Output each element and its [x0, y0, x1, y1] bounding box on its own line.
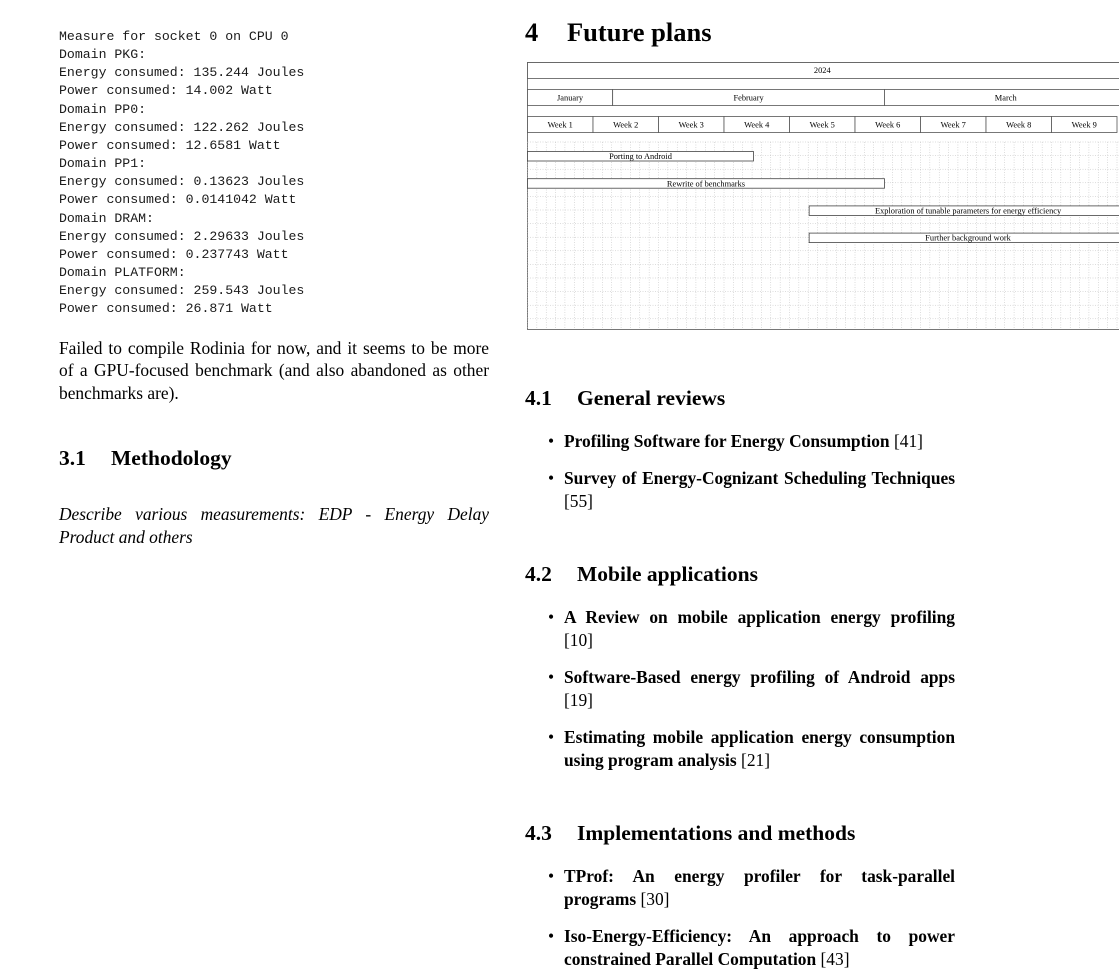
week-label: Week 1 [547, 120, 573, 130]
section-general-reviews [525, 385, 955, 513]
terminal-line: Domain DRAM: [59, 210, 154, 226]
reference-title: Estimating mobile application energy consumption using program analysis [564, 727, 955, 770]
citation-link[interactable]: [10] [564, 630, 593, 650]
section-title: Methodology [111, 446, 232, 470]
terminal-line: Energy consumed: 259.543 Joules [59, 283, 305, 299]
terminal-line: Power consumed: 26.871 Watt [59, 301, 273, 317]
reference-title: Iso-Energy-Efficiency: An approach to power constrained Parallel Computation [564, 926, 955, 969]
week-label: Week 3 [678, 120, 704, 130]
terminal-line: Domain PKG: [59, 47, 147, 63]
section-number: 4.2 [525, 562, 552, 586]
list-item [525, 467, 955, 513]
section-heading [525, 820, 955, 846]
week-label: Week 9 [1071, 120, 1097, 130]
citation-link[interactable]: [41] [893, 431, 923, 451]
week-label: Week 4 [744, 120, 770, 130]
terminal-output [59, 28, 489, 319]
chapter-title: Future plans [567, 17, 712, 47]
task-label: Further background work [925, 233, 1011, 243]
year-label: 2024 [813, 66, 831, 75]
citation-link[interactable]: [21] [741, 750, 771, 770]
chapter-number: 4 [525, 17, 539, 47]
week-label: Week 8 [1006, 120, 1032, 130]
reference-title: Software-Based energy profiling of Android apps [564, 667, 955, 687]
terminal-line: Energy consumed: 135.244 Joules [59, 65, 305, 81]
reference-title: A Review on mobile application energy profiling [564, 607, 955, 627]
bullet-icon: • [548, 926, 555, 946]
section-heading [525, 385, 955, 411]
reference-list [525, 865, 955, 971]
week-label: Week 2 [613, 120, 639, 130]
terminal-line: Power consumed: 12.6581 Watt [59, 137, 281, 153]
gantt-chart [527, 62, 1119, 330]
terminal-line: Power consumed: 0.237743 Watt [59, 246, 289, 262]
section-number: 3.1 [59, 446, 86, 470]
methodology-note: Describe various measurements: EDP - Energy Delay Product and others [59, 504, 489, 547]
list-item [525, 606, 955, 652]
section-mobile-apps [525, 561, 955, 772]
chapter-heading [525, 16, 1119, 48]
section-title: Mobile applications [577, 562, 758, 586]
terminal-line: Energy consumed: 122.262 Joules [59, 119, 305, 135]
bullet-icon: • [548, 468, 555, 488]
week-label: Week 7 [940, 120, 966, 130]
terminal-line: Domain PLATFORM: [59, 265, 186, 281]
task-label: Rewrite of benchmarks [666, 179, 746, 189]
month-label: January [557, 93, 584, 103]
list-item [525, 666, 955, 712]
reference-title: Profiling Software for Energy Consumption [564, 431, 890, 451]
left-column [59, 28, 489, 548]
section-heading [525, 561, 955, 587]
terminal-line: Energy consumed: 2.29633 Joules [59, 228, 305, 244]
bullet-icon: • [548, 866, 555, 886]
gantt-chart-svg [527, 62, 1119, 330]
bullet-icon: • [548, 667, 555, 687]
rodinia-paragraph: Failed to compile Rodinia for now, and it seems to be more of a GPU-focused benchmark (and also abandoned as other benchmarks are). [59, 337, 489, 403]
week-label: Week 6 [875, 120, 901, 130]
section-number: 4.3 [525, 821, 552, 845]
list-item [525, 925, 955, 971]
citation-link[interactable]: [30] [640, 889, 670, 909]
citation-link[interactable]: [55] [564, 491, 593, 511]
right-column [525, 16, 1119, 969]
terminal-line: Measure for socket 0 on CPU 0 [59, 29, 289, 44]
reference-title: Survey of Energy-Cognizant Scheduling Techniques [564, 468, 955, 488]
terminal-line: Domain PP1: [59, 156, 147, 172]
terminal-line: Energy consumed: 0.13623 Joules [59, 174, 305, 190]
reference-list [525, 606, 955, 772]
bullet-icon: • [548, 727, 555, 747]
bullet-icon: • [548, 607, 555, 627]
month-label: March [994, 93, 1017, 103]
section-impl-methods [525, 820, 955, 971]
section-heading-methodology [59, 445, 489, 471]
list-item [525, 430, 955, 453]
list-item [525, 865, 955, 911]
list-item [525, 726, 955, 772]
section-title: General reviews [577, 386, 726, 410]
citation-link[interactable]: [19] [564, 690, 593, 710]
task-label: Porting to Android [609, 152, 672, 162]
terminal-line: Power consumed: 0.0141042 Watt [59, 192, 297, 208]
bullet-icon: • [548, 431, 555, 451]
week-label: Week 5 [809, 120, 835, 130]
reference-title: TProf: An energy profiler for task-parallel programs [564, 866, 955, 909]
citation-link[interactable]: [43] [820, 949, 850, 969]
terminal-line: Domain PP0: [59, 101, 147, 117]
section-title: Implementations and methods [577, 821, 856, 845]
month-label: February [733, 93, 764, 103]
terminal-line: Power consumed: 14.002 Watt [59, 83, 273, 99]
reference-list [525, 430, 955, 513]
section-number: 4.1 [525, 386, 552, 410]
task-label: Exploration of tunable parameters for energy efficiency [874, 206, 1062, 216]
